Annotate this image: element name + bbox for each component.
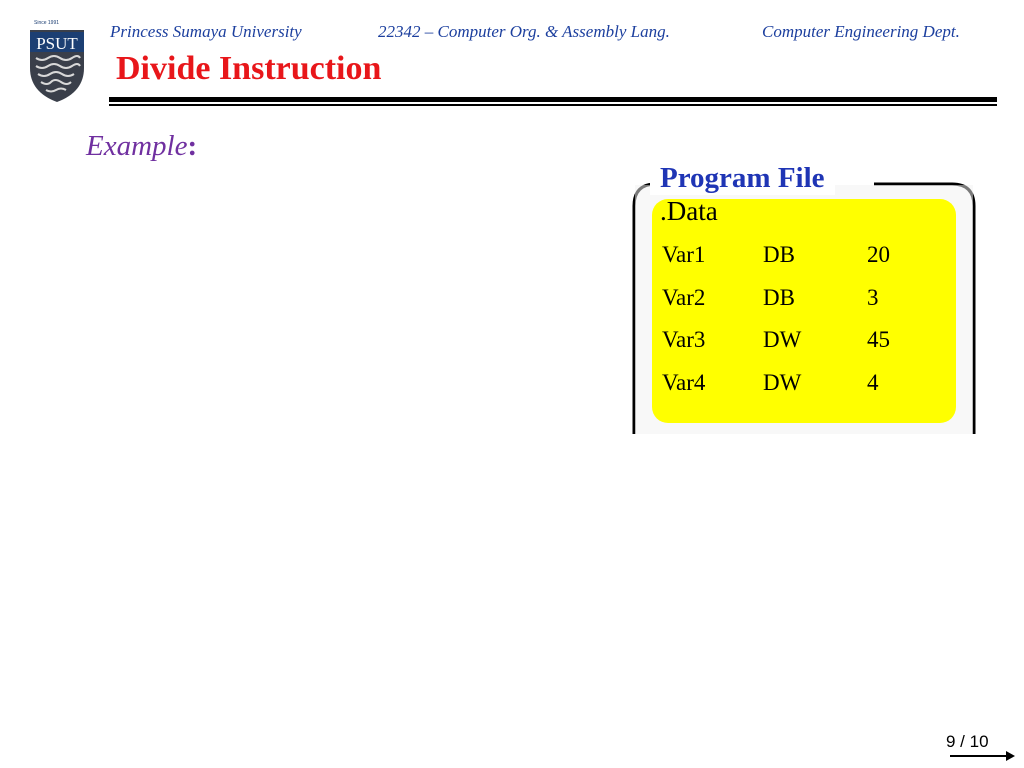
- var-value: 45: [867, 327, 890, 352]
- header-rule-thick: [109, 97, 997, 102]
- var-type: DW: [763, 327, 802, 352]
- program-file-title: Program File: [650, 162, 835, 195]
- psut-logo: [26, 20, 88, 104]
- logo-text: PSUT: [36, 34, 78, 53]
- example-label: [86, 130, 197, 163]
- var-name: Var2: [662, 285, 706, 310]
- header-university: Princess Sumaya University: [110, 22, 302, 41]
- var-type: DW: [763, 370, 802, 395]
- page-number: 9 / 10: [946, 732, 989, 751]
- var-name: Var4: [662, 370, 706, 395]
- example-colon: :: [187, 130, 198, 162]
- var-type: DB: [763, 285, 795, 310]
- var-value: 20: [867, 242, 890, 267]
- header-course: 22342 – Computer Org. & Assembly Lang.: [378, 22, 670, 41]
- var-name: Var3: [662, 327, 706, 352]
- next-arrow-icon[interactable]: [950, 750, 1016, 762]
- var-name: Var1: [662, 242, 706, 267]
- logo-since-text: Since 1991: [34, 20, 60, 26]
- var-type: DB: [763, 242, 795, 267]
- data-section-header: .Data: [660, 196, 718, 226]
- header-rule-thin: [109, 104, 997, 106]
- var-value: 3: [867, 285, 879, 310]
- example-word: Example: [86, 130, 188, 162]
- var-value: 4: [867, 370, 879, 395]
- slide-title: Divide Instruction: [116, 50, 382, 87]
- header-department: Computer Engineering Dept.: [762, 22, 960, 41]
